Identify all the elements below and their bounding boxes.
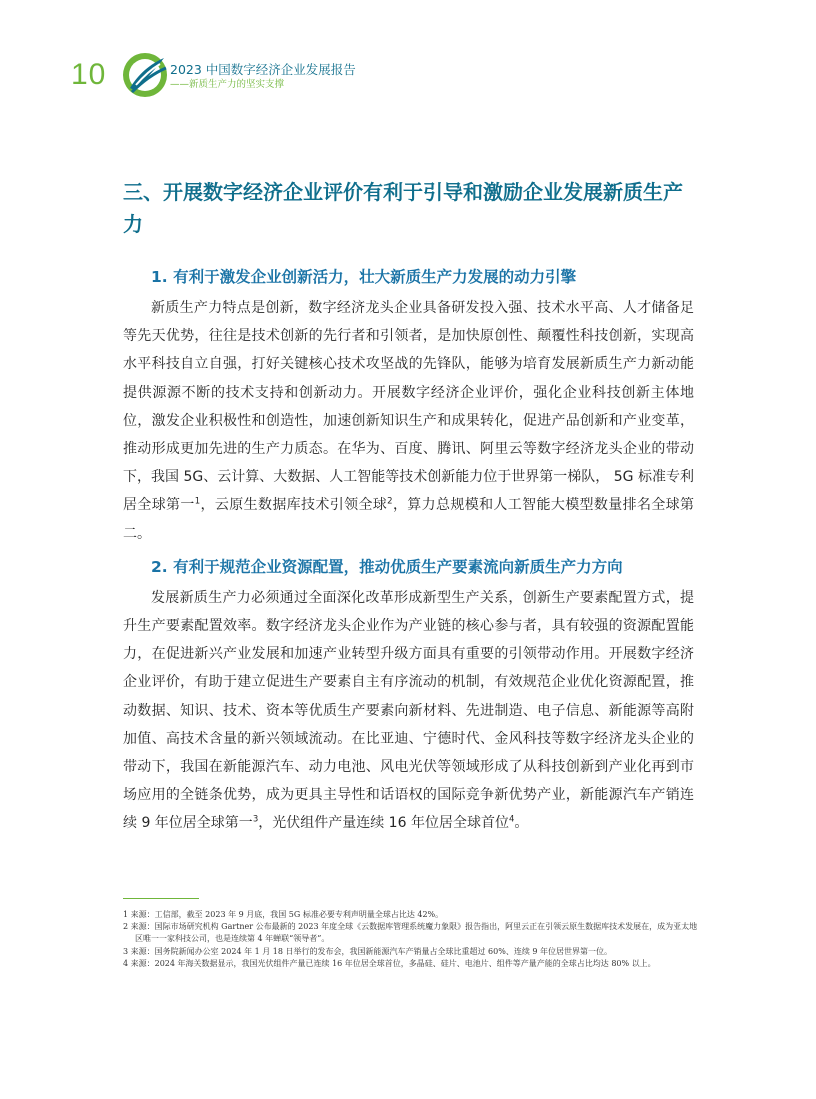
report-header [170,62,356,91]
paragraph-text: ，云原生数据库技术引领全球 [200,497,388,514]
footnote-2: 2 来源：国际市场研究机构 Gartner 公布最新的 2023 年度全球《云数据库管理系统魔力象限》报告指出，阿里云正在引领云原生数据库技术发展在，成为亚太地区唯一一家科技公司，也是连续第 4 年蝉联“领导者”。 [123,922,698,944]
footnotes [123,909,698,970]
footnote-ref-2[interactable]: 2 [387,496,393,507]
subsection-2-heading: 2. 有利于规范企业资源配置，推动优质生产要素流向新质生产力方向 [151,557,623,576]
subsection-2-paragraph [123,584,694,838]
footnote-3: 3 来源：国务院新闻办公室 2024 年 1 月 18 日举行的发布会，我国新能源汽车产销量占全球比重超过 60%、连续 9 年位居世界第一位。 [123,946,613,956]
paragraph-text: 新质生产力特点是创新，数字经济龙头企业具备研发投入强、技术水平高、人才储备足等先天优势，往往是技术创新的先行者和引领者，是加快原创性、颠覆性科技创新，实现高水平科技自立自强，打好关键核心技术攻坚战的先锋队，能够为培育发展新质生产力新动能提供源源不断的技术支持和创新动力。开展数字经济企业评价，强化企业科技创新主体地位，激发企业积极性和创造性，加速创新知识生产和成果转化，促进产品创新和产业变革，推动形成更加先进的生产力质态。在华为、百度、腾讯、阿里云等数字经济龙头企业的带动下，我国 5G、云计算、大数据、人工智能等技术创新能力位于世界第一梯队， 5G 标准专利居全球第一 [123,300,694,514]
section-title: 三、开展数字经济企业评价有利于引导和激励企业发展新质生产力 [123,180,683,236]
page-number: 10 [71,58,107,91]
footnote-4: 4 来源：2024 年海关数据显示，我国光伏组件产量已连续 16 年位居全球首位，多晶硅、硅片、电池片、组件等产量产能的全球占比均达 80% 以上。 [123,958,656,968]
report-subtitle: ——新质生产力的坚实支撑 [170,79,285,90]
footnote-1: 1 来源：工信部，截至 2023 年 9 月底，我国 5G 标准必要专利声明量全球占比达 42%。 [123,910,444,919]
footnote-divider [123,898,199,899]
main-content [123,176,694,844]
report-logo [122,52,168,98]
subsection-1-heading: 1. 有利于激发企业创新活力，壮大新质生产力发展的动力引擎 [151,268,577,286]
footnote-ref-3[interactable]: 3 [252,814,259,825]
footnote-ref-1[interactable]: 1 [194,496,201,507]
paragraph-text: ，算力总规模和人工智能大模型数量排名全球第二。 [123,497,695,542]
paragraph-text: 。 [514,815,529,832]
report-title: 2023 中国数字经济企业发展报告 [170,62,356,77]
paragraph-text: 发展新质生产力必须通过全面深化改革形成新型生产关系，创新生产要素配置方式，提升生产要素配置效率。数字经济龙头企业作为产业链的核心参与者，具有较强的资源配置能力，在促进新兴产业发展和加速产业转型升级方面具有重要的引领带动作用。开展数字经济企业评价，有助于建立促进生产要素自主有序流动的机制，有效规范企业优化资源配置，推动数据、知识、技术、资本等优质生产要素向新材料、先进制造、电子信息、新能源等高附加值、高技术含量的新兴领域流动。在比亚迪、宁德时代、金风科技等数字经济龙头企业的带动下，我国在新能源汽车、动力电池、风电光伏等领域形成了从科技创新到产业化再到市场应用的全链条优势，成为更具主导性和话语权的国际竞争新优势产业，新能源汽车产销连续 9 年位居全球第一 [123,589,694,832]
subsection-1-paragraph [123,294,694,548]
paragraph-text: ，光伏组件产量连续 16 年位居全球首位 [258,815,509,832]
footnote-ref-4[interactable]: 4 [508,814,515,825]
